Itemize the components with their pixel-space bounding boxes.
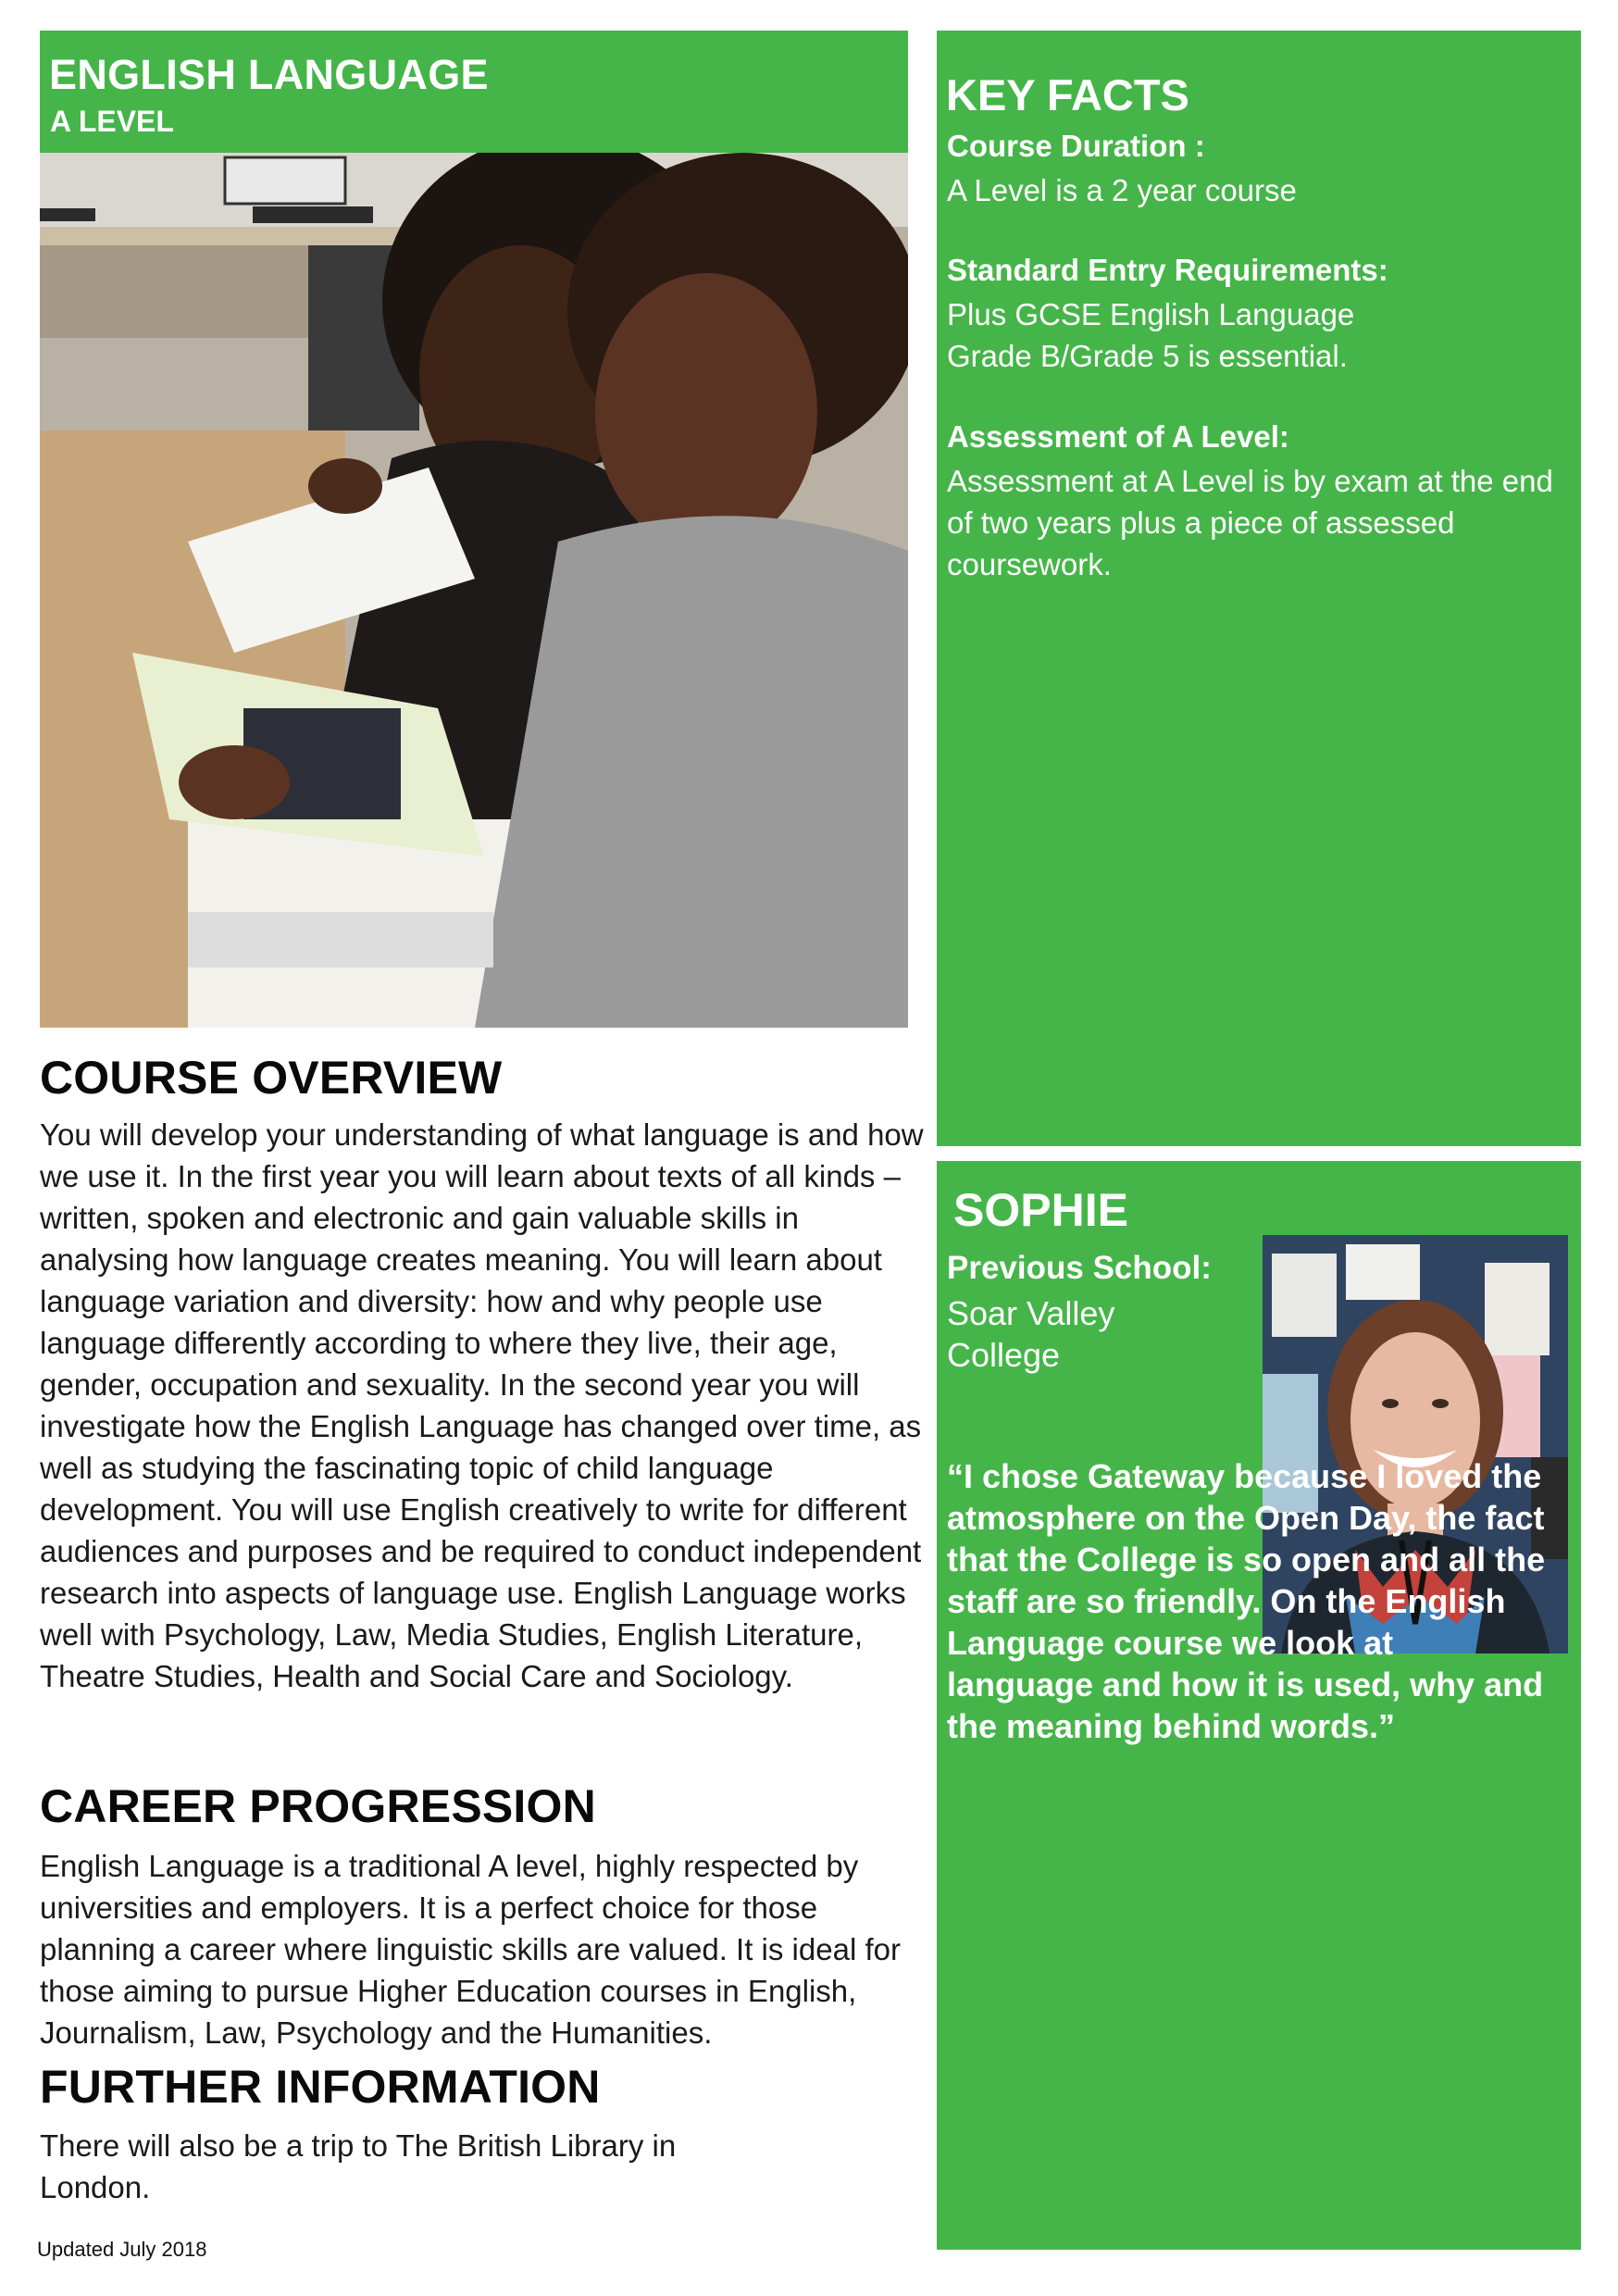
key-facts-title: KEY FACTS	[946, 70, 1189, 119]
further-information-text: There will also be a trip to The British Library in London.	[40, 2128, 677, 2204]
career-progression-text: English Language is a traditional A level, highly respected by universities and employers. It is a perfect choice for those planning a career where linguistic skills are valued. It is ideal for those aiming to pursue Higher Education courses in English, Journalism, Law, Psychology and the Humanities.	[40, 1849, 901, 2050]
course-overview-text: You will develop your understanding of what language is and how we use it. In the first year you will learn about texts of all kinds – written, spoken and electronic and gain valuable skills in analysing how language creates meaning. You will learn about language variation and diversity: how and why people use language differently according to where they live, their age, gender, occupation and sexuality. In the second year you will investigate how the English Language has changed over time, as well as studying the fascinating topic of child language development. You will use English creatively to write for different audiences and purposes and be required to conduct independent research into aspects of language use. English Language works well with Psychology, Law, Media Studies, English Literature, Theatre Studies, Health and Social Care and Sociology.	[40, 1117, 924, 1693]
course-overview-heading: COURSE OVERVIEW	[40, 1052, 503, 1104]
previous-school-name: Soar Valley College	[947, 1294, 1115, 1374]
career-progression-heading: CAREER PROGRESSION	[40, 1780, 596, 1832]
students-reading-photo	[40, 153, 908, 1028]
header-banner	[40, 31, 908, 153]
page-title: ENGLISH LANGUAGE	[49, 51, 489, 98]
page-subtitle: A LEVEL	[50, 105, 174, 138]
assessment-text: Assessment at A Level is by exam at the end of two years plus a piece of assessed coursework.	[947, 464, 1553, 581]
assessment-label: Assessment of A Level:	[947, 419, 1289, 454]
student-profile-panel	[937, 1161, 1581, 2250]
course-duration-text: A Level is a 2 year course	[947, 173, 1297, 207]
student-name: SOPHIE	[953, 1184, 1128, 1236]
student-quote: “I chose Gateway because I loved the atmosphere on the Open Day, the fact that the College is so open and all the staff are so friendly. On the English Language course we look at language and how it is used, why and the meaning behind words.”	[947, 1457, 1546, 1745]
students-reading-illustration	[40, 153, 908, 1028]
further-information-heading: FURTHER INFORMATION	[40, 2061, 601, 2113]
entry-requirements-label: Standard Entry Requirements:	[947, 253, 1388, 287]
course-duration-label: Course Duration :	[947, 129, 1205, 163]
entry-requirements-text: Plus GCSE English Language Grade B/Grade 5 is essential.	[947, 297, 1355, 373]
key-facts-panel	[937, 31, 1581, 1146]
previous-school-label: Previous School:	[947, 1250, 1212, 1286]
updated-date: Updated July 2018	[37, 2238, 207, 2261]
